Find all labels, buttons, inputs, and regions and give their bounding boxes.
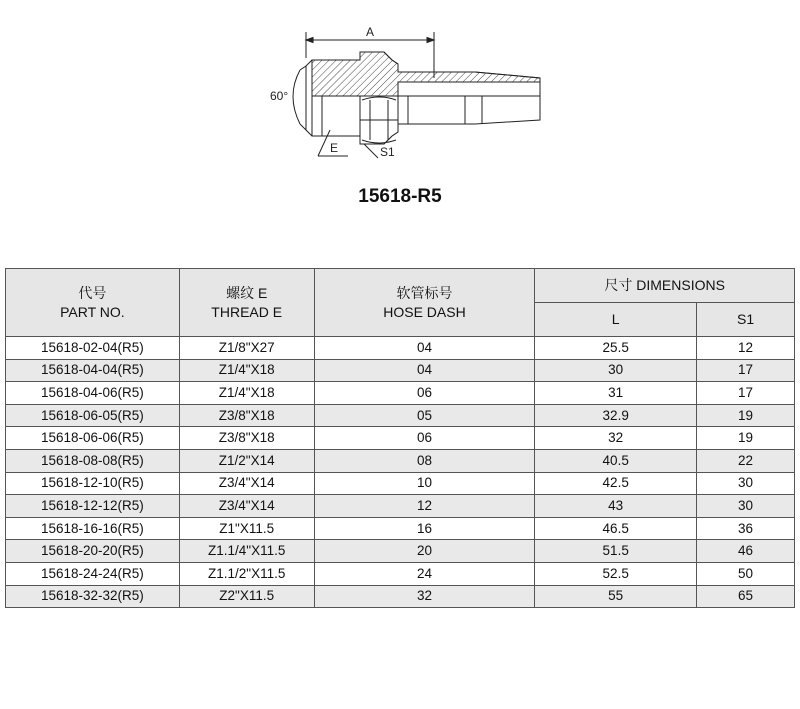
header-dimensions: 尺寸 DIMENSIONS <box>535 269 795 303</box>
table-row <box>6 404 795 427</box>
cell-hose-dash: 06 <box>314 382 535 405</box>
cell-thread: Z1"X11.5 <box>179 517 314 540</box>
cell-s1: 65 <box>697 585 795 608</box>
cell-s1: 12 <box>697 337 795 360</box>
cell-s1: 19 <box>697 404 795 427</box>
header-thread-en: THREAD E <box>211 303 283 320</box>
cell-l: 30 <box>535 359 697 382</box>
cell-hose-dash: 08 <box>314 449 535 472</box>
cell-hose-dash: 20 <box>314 540 535 563</box>
header-thread <box>179 269 314 337</box>
cell-thread: Z1/8"X27 <box>179 337 314 360</box>
header-hose-cn: 软管标号 <box>396 284 453 301</box>
cell-hose-dash: 06 <box>314 427 535 450</box>
cell-s1: 36 <box>697 517 795 540</box>
cell-s1: 22 <box>697 449 795 472</box>
header-s1: S1 <box>697 303 795 337</box>
table-row <box>6 562 795 585</box>
cell-l: 25.5 <box>535 337 697 360</box>
cell-hose-dash: 24 <box>314 562 535 585</box>
cell-s1: 30 <box>697 495 795 518</box>
cell-hose-dash: 04 <box>314 337 535 360</box>
page-title: 15618-R5 <box>358 186 442 207</box>
table-row <box>6 472 795 495</box>
header-part-no <box>6 269 180 337</box>
cell-part-no: 15618-06-05(R5) <box>6 404 180 427</box>
table-row <box>6 449 795 472</box>
cell-hose-dash: 04 <box>314 359 535 382</box>
dim-a-label: A <box>366 25 375 39</box>
thread-e-label: E <box>330 141 339 155</box>
header-thread-cn: 螺纹 E <box>226 284 268 301</box>
cell-thread: Z3/8"X18 <box>179 427 314 450</box>
header-part-cn: 代号 <box>78 284 107 301</box>
cell-hose-dash: 05 <box>314 404 535 427</box>
cell-part-no: 15618-02-04(R5) <box>6 337 180 360</box>
header-hose-dash <box>314 269 535 337</box>
cell-part-no: 15618-12-10(R5) <box>6 472 180 495</box>
table-row <box>6 517 795 540</box>
cell-thread: Z2"X11.5 <box>179 585 314 608</box>
cell-part-no: 15618-08-08(R5) <box>6 449 180 472</box>
cell-s1: 17 <box>697 359 795 382</box>
cell-part-no: 15618-24-24(R5) <box>6 562 180 585</box>
cell-l: 32 <box>535 427 697 450</box>
cell-l: 55 <box>535 585 697 608</box>
cell-hose-dash: 10 <box>314 472 535 495</box>
cell-thread: Z1/4"X18 <box>179 382 314 405</box>
cell-l: 51.5 <box>535 540 697 563</box>
cell-part-no: 15618-32-32(R5) <box>6 585 180 608</box>
cell-l: 32.9 <box>535 404 697 427</box>
cell-s1: 19 <box>697 427 795 450</box>
cell-s1: 17 <box>697 382 795 405</box>
header-hose-en: HOSE DASH <box>383 303 466 320</box>
angle-label: 60° <box>270 89 289 103</box>
cell-hose-dash: 12 <box>314 495 535 518</box>
table-row <box>6 585 795 608</box>
cell-thread: Z3/4"X14 <box>179 472 314 495</box>
cell-l: 31 <box>535 382 697 405</box>
table-row <box>6 540 795 563</box>
cell-s1: 46 <box>697 540 795 563</box>
cell-part-no: 15618-12-12(R5) <box>6 495 180 518</box>
cell-l: 43 <box>535 495 697 518</box>
cell-hose-dash: 16 <box>314 517 535 540</box>
cell-s1: 30 <box>697 472 795 495</box>
cell-s1: 50 <box>697 562 795 585</box>
hex-s1-label: S1 <box>380 145 395 159</box>
header-part-en: PART NO. <box>60 303 125 320</box>
table-row <box>6 337 795 360</box>
cell-thread: Z1/2"X14 <box>179 449 314 472</box>
cell-part-no: 15618-16-16(R5) <box>6 517 180 540</box>
cell-l: 46.5 <box>535 517 697 540</box>
cell-l: 42.5 <box>535 472 697 495</box>
table-row <box>6 427 795 450</box>
table-row <box>6 359 795 382</box>
cell-thread: Z1/4"X18 <box>179 359 314 382</box>
cell-part-no: 15618-04-06(R5) <box>6 382 180 405</box>
cell-thread: Z3/8"X18 <box>179 404 314 427</box>
cell-part-no: 15618-04-04(R5) <box>6 359 180 382</box>
table-row <box>6 382 795 405</box>
spec-table <box>5 268 795 608</box>
cell-hose-dash: 32 <box>314 585 535 608</box>
cell-l: 40.5 <box>535 449 697 472</box>
cell-part-no: 15618-06-06(R5) <box>6 427 180 450</box>
cell-thread: Z1.1/2"X11.5 <box>179 562 314 585</box>
fitting-drawing <box>0 0 800 185</box>
cell-thread: Z1.1/4"X11.5 <box>179 540 314 563</box>
cell-thread: Z3/4"X14 <box>179 495 314 518</box>
header-l: L <box>535 303 697 337</box>
cell-l: 52.5 <box>535 562 697 585</box>
cell-part-no: 15618-20-20(R5) <box>6 540 180 563</box>
table-row <box>6 495 795 518</box>
